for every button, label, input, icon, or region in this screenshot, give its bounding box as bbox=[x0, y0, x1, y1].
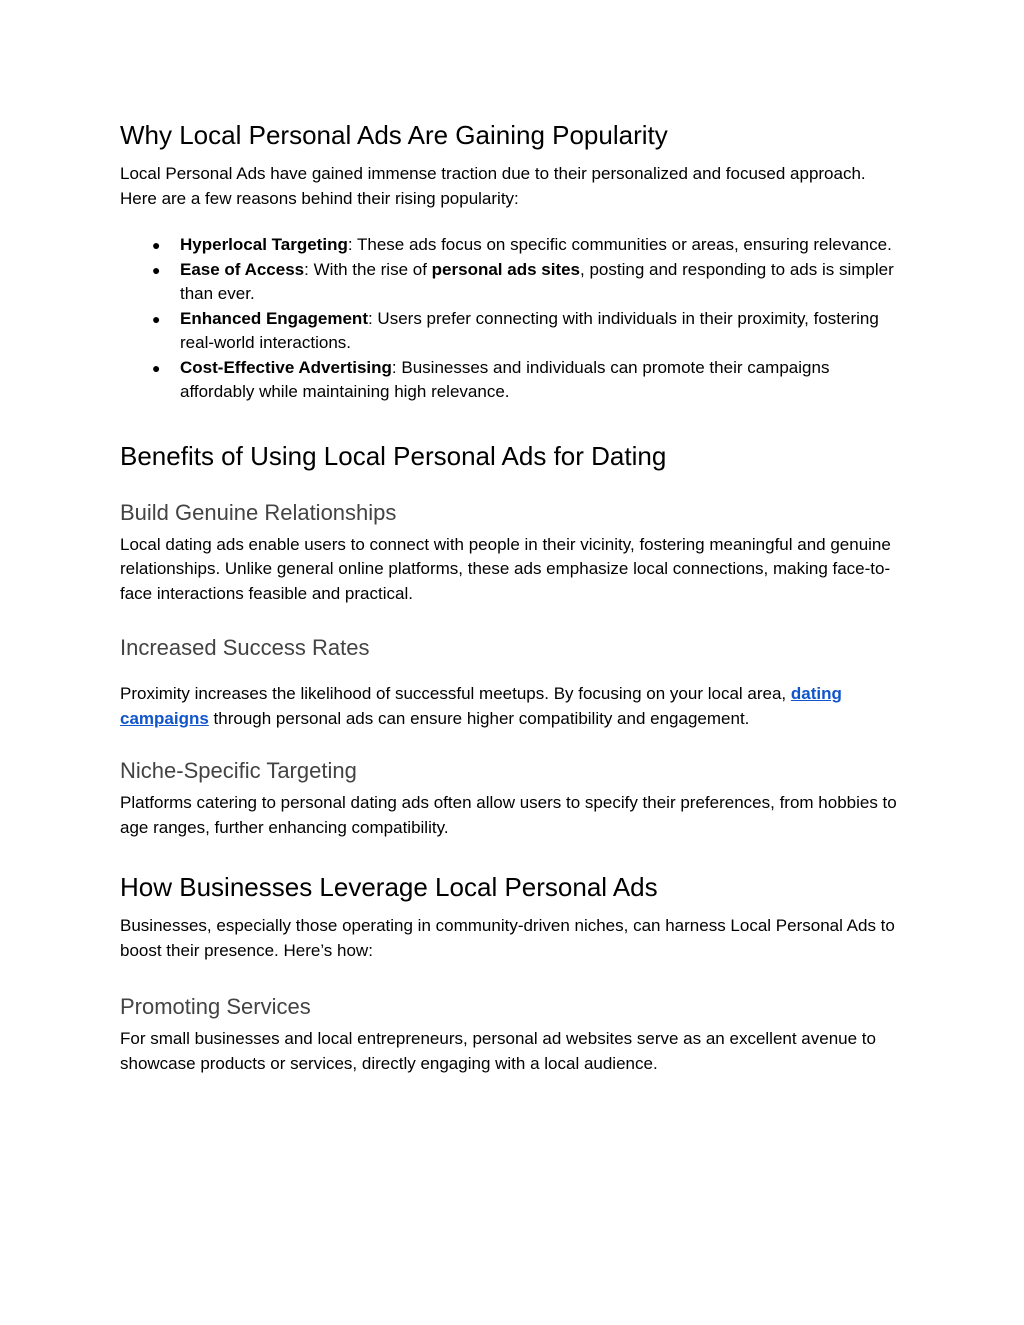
bullet-term: Cost-Effective Advertising bbox=[180, 357, 392, 377]
success-rates-text-after: through personal ads can ensure higher compatibility and engagement. bbox=[208, 708, 750, 728]
dating-campaigns-link[interactable]: dating campaigns bbox=[120, 684, 842, 728]
success-rates-text-before: Proximity increases the likelihood of successful meetups. By focusing on your local area, bbox=[120, 684, 791, 703]
list-item bbox=[120, 258, 906, 307]
businesses-intro: Businesses, especially those operating in community-driven niches, can harness Local Personal Ads to boost their presence. Here’s how: bbox=[120, 916, 895, 960]
bullet-term: Enhanced Engagement bbox=[180, 308, 368, 328]
bullet-text: : Users prefer connecting with individuals in their proximity, fostering real-world interactions. bbox=[180, 308, 879, 352]
subheading-niche-targeting: Niche-Specific Targeting bbox=[120, 758, 357, 783]
document-page bbox=[120, 118, 906, 1076]
list-item bbox=[120, 307, 906, 356]
list-item bbox=[120, 356, 906, 405]
bullet-text: : With the rise of bbox=[304, 259, 432, 279]
promoting-services-text: For small businesses and local entrepreneurs, personal ad websites serve as an excellent avenue to showcase products or services, directly engaging with a local audience. bbox=[120, 1029, 876, 1073]
subheading-promoting-services: Promoting Services bbox=[120, 994, 311, 1019]
bullet-icon: ● bbox=[152, 359, 161, 376]
subheading-success-rates: Increased Success Rates bbox=[120, 635, 370, 660]
success-rates-text bbox=[120, 682, 906, 731]
bullet-term: Hyperlocal Targeting bbox=[180, 235, 348, 254]
bullet-icon: ● bbox=[152, 237, 161, 253]
bullet-bold-phrase: personal ads sites bbox=[431, 259, 581, 279]
subheading-genuine-relationships: Build Genuine Relationships bbox=[120, 499, 397, 525]
niche-targeting-text: Platforms catering to personal dating ads often allow users to specify their preferences, from hobbies to age ranges, further enhancing compatibility. bbox=[120, 793, 897, 837]
bullet-text: : Businesses and individuals can promote their campaigns affordably while maintaining high relevance. bbox=[180, 357, 830, 401]
genuine-relationships-text: Local dating ads enable users to connect with people in their vicinity, fostering meaningful and genuine relationships. Unlike general online platforms, these ads emphasize local connections, making face-to-face interactions feasible and practical. bbox=[120, 534, 891, 603]
section-heading-businesses: How Businesses Leverage Local Personal Ads bbox=[120, 872, 658, 902]
section-heading-benefits: Benefits of Using Local Personal Ads for Dating bbox=[120, 440, 667, 471]
bullet-icon: ● bbox=[152, 310, 161, 327]
section-heading-popularity: Why Local Personal Ads Are Gaining Popularity bbox=[120, 120, 668, 150]
bullet-icon: ● bbox=[152, 261, 161, 278]
bullet-text: , posting and responding to ads is simpler than ever. bbox=[180, 259, 894, 303]
popularity-intro: Local Personal Ads have gained immense traction due to their personalized and focused approach. Here are a few reasons behind their rising popularity: bbox=[120, 164, 866, 208]
bullet-term: Ease of Access bbox=[180, 259, 305, 279]
reasons-list bbox=[120, 233, 906, 405]
bullet-text: : These ads focus on specific communities or areas, ensuring relevance. bbox=[347, 235, 892, 254]
list-item bbox=[120, 233, 906, 258]
